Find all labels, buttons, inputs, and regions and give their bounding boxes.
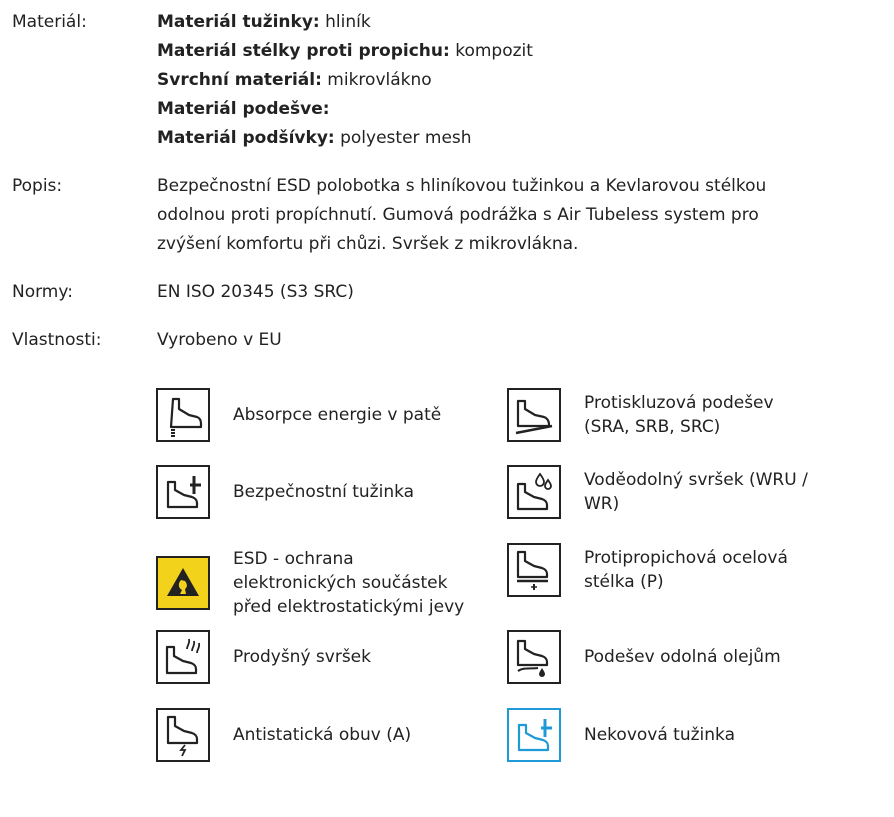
norms-label: Normy: [12,282,73,302]
properties-label: Vlastnosti: [12,330,102,350]
feature-label-line: elektronických součástek [233,573,448,593]
heel-energy-absorption-icon [156,388,210,442]
feature-item [156,708,473,762]
material-values [157,8,882,153]
feature-item [156,465,473,519]
feature-label-line: Protipropichová ocelová [584,548,788,568]
feature-item [507,543,824,597]
safety-toecap-icon [156,465,210,519]
material-value: kompozit [449,41,533,61]
description-line: odolnou proti propíchnutí. Gumová podrážka s Air Tubeless system pro [157,205,759,225]
feature-label [584,468,824,516]
feature-label [584,546,824,594]
feature-label-line: Nekovová tužinka [584,725,735,745]
feature-label [233,480,473,504]
penetration-resistant-midsole-icon [507,543,561,597]
antistatic-footwear-icon [156,708,210,762]
description-label: Popis: [12,176,63,196]
feature-item [507,465,824,519]
non-metal-toecap-icon [507,708,561,762]
product-spec-table [12,8,882,355]
material-key: Materiál tužinky: [157,12,320,32]
feature-label-line: Prodyšný svršek [233,647,371,667]
feature-label [584,723,824,747]
feature-label-line: ESD - ochrana [233,549,354,569]
material-row [12,8,882,153]
feature-label [584,645,824,669]
feature-item [156,630,473,684]
feature-label-line: Bezpečnostní tužinka [233,482,415,502]
feature-label-line: Podešev odolná olejům [584,647,781,667]
feature-label [233,645,473,669]
description-row [12,172,882,259]
material-key: Materiál stélky proti propichu: [157,41,450,61]
material-item [157,124,882,153]
properties-row [12,326,882,355]
norms-row [12,278,882,307]
breathable-upper-icon [156,630,210,684]
material-item [157,95,882,124]
feature-label [584,391,824,439]
properties-value: Vyrobeno v EU [157,330,282,350]
feature-item [156,547,473,619]
feature-label-line: Voděodolný svršek (WRU / [584,470,808,490]
feature-label [233,723,473,747]
material-item [157,37,882,66]
oil-resistant-sole-icon [507,630,561,684]
material-value: hliník [319,12,371,32]
feature-label [233,403,473,427]
feature-item [156,388,473,442]
feature-label-line: Absorpce energie v patě [233,405,442,425]
feature-label-line: stélka (P) [584,572,664,592]
material-key: Materiál podešve: [157,99,330,119]
description-text [157,172,882,259]
material-value: polyester mesh [334,128,472,148]
feature-item [507,708,824,762]
feature-item [507,630,824,684]
material-key: Svrchní materiál: [157,70,322,90]
norms-value: EN ISO 20345 (S3 SRC) [157,282,354,302]
feature-label-line: (SRA, SRB, SRC) [584,417,721,437]
water-resistant-upper-icon [507,465,561,519]
esd-warning-icon [156,556,210,610]
description-line: Bezpečnostní ESD polobotka s hliníkovou tužinkou a Kevlarovou stélkou [157,176,767,196]
material-item [157,8,882,37]
feature-label [233,547,473,619]
feature-label-line: Antistatická obuv (A) [233,725,412,745]
feature-label-line: Protiskluzová podešev [584,393,774,413]
feature-label-line: před elektrostatickými jevy [233,597,465,617]
description-line: zvýšení komfortu při chůzi. Svršek z mikrovlákna. [157,234,579,254]
feature-item [507,388,824,442]
material-item [157,66,882,95]
material-value: mikrovlákno [321,70,432,90]
anti-slip-sole-icon [507,388,561,442]
material-key: Materiál podšívky: [157,128,335,148]
feature-label-line: WR) [584,494,620,514]
material-label: Materiál: [12,12,87,32]
